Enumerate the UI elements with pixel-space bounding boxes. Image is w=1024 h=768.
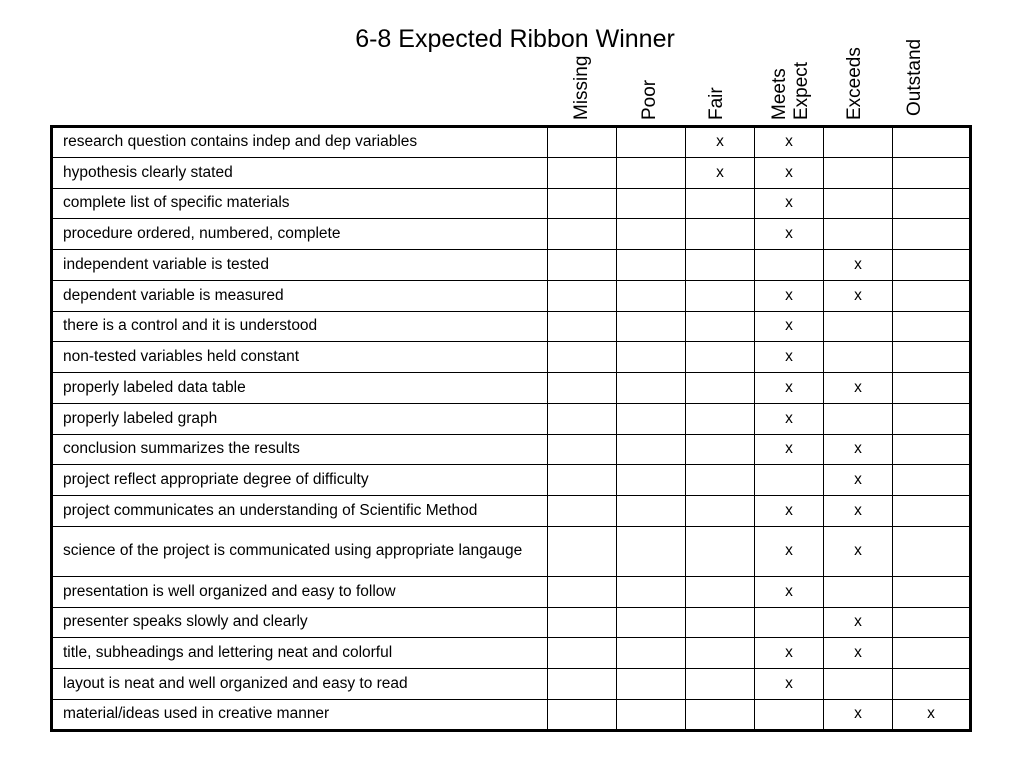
mark-cell-outstand (893, 219, 971, 250)
table-row (52, 526, 971, 576)
criterion-cell: material/ideas used in creative manner (52, 699, 548, 730)
criterion-cell: there is a control and it is understood (52, 311, 548, 342)
mark-cell-meets-expect (755, 465, 824, 496)
mark-cell-fair: x (686, 157, 755, 188)
page-title: 6-8 Expected Ribbon Winner (355, 25, 675, 53)
table-row (52, 403, 971, 434)
mark-cell-fair (686, 403, 755, 434)
mark-cell-missing (548, 496, 617, 527)
mark-cell-meets-expect: x (755, 526, 824, 576)
criterion-cell: hypothesis clearly stated (52, 157, 548, 188)
criterion-cell: dependent variable is measured (52, 280, 548, 311)
mark-cell-meets-expect: x (755, 403, 824, 434)
mark-cell-fair (686, 219, 755, 250)
mark-cell-meets-expect (755, 607, 824, 638)
criterion-cell: independent variable is tested (52, 250, 548, 281)
table-row (52, 373, 971, 404)
table-row (52, 188, 971, 219)
criterion-cell: properly labeled graph (52, 403, 548, 434)
mark-cell-outstand (893, 434, 971, 465)
mark-cell-poor (617, 219, 686, 250)
table-row (52, 465, 971, 496)
mark-cell-exceeds: x (824, 638, 893, 669)
mark-cell-meets-expect: x (755, 311, 824, 342)
mark-cell-exceeds (824, 188, 893, 219)
mark-cell-exceeds: x (824, 465, 893, 496)
mark-cell-exceeds: x (824, 280, 893, 311)
column-header-outstand: Outstand (904, 38, 925, 116)
mark-cell-meets-expect: x (755, 496, 824, 527)
mark-cell-fair (686, 188, 755, 219)
mark-cell-poor (617, 576, 686, 607)
mark-cell-outstand (893, 607, 971, 638)
mark-cell-meets-expect: x (755, 576, 824, 607)
criterion-cell: non-tested variables held constant (52, 342, 548, 373)
mark-cell-fair (686, 373, 755, 404)
criterion-cell: science of the project is communicated using appropriate langauge (52, 526, 548, 576)
mark-cell-outstand (893, 669, 971, 700)
mark-cell-poor (617, 373, 686, 404)
mark-cell-meets-expect: x (755, 188, 824, 219)
mark-cell-poor (617, 496, 686, 527)
mark-cell-poor (617, 403, 686, 434)
mark-cell-missing (548, 157, 617, 188)
mark-cell-poor (617, 607, 686, 638)
mark-cell-outstand (893, 526, 971, 576)
mark-cell-poor (617, 526, 686, 576)
mark-cell-outstand (893, 280, 971, 311)
mark-cell-exceeds: x (824, 496, 893, 527)
criterion-cell: project reflect appropriate degree of difficulty (52, 465, 548, 496)
criterion-cell: procedure ordered, numbered, complete (52, 219, 548, 250)
mark-cell-meets-expect: x (755, 373, 824, 404)
mark-cell-fair (686, 638, 755, 669)
mark-cell-meets-expect: x (755, 280, 824, 311)
mark-cell-poor (617, 250, 686, 281)
criterion-cell: complete list of specific materials (52, 188, 548, 219)
mark-cell-exceeds (824, 127, 893, 158)
mark-cell-outstand (893, 127, 971, 158)
mark-cell-fair: x (686, 127, 755, 158)
mark-cell-outstand (893, 465, 971, 496)
mark-cell-meets-expect: x (755, 434, 824, 465)
table-row (52, 576, 971, 607)
table-row (52, 496, 971, 527)
mark-cell-outstand (893, 496, 971, 527)
mark-cell-missing (548, 373, 617, 404)
mark-cell-exceeds (824, 219, 893, 250)
mark-cell-meets-expect: x (755, 342, 824, 373)
mark-cell-fair (686, 496, 755, 527)
mark-cell-fair (686, 526, 755, 576)
table-row (52, 127, 971, 158)
mark-cell-meets-expect (755, 250, 824, 281)
mark-cell-missing (548, 127, 617, 158)
mark-cell-poor (617, 465, 686, 496)
mark-cell-exceeds (824, 403, 893, 434)
mark-cell-poor (617, 188, 686, 219)
table-row (52, 699, 971, 730)
mark-cell-fair (686, 576, 755, 607)
table-row (52, 434, 971, 465)
criterion-cell: layout is neat and well organized and easy to read (52, 669, 548, 700)
criterion-cell: research question contains indep and dep variables (52, 127, 548, 158)
mark-cell-poor (617, 669, 686, 700)
mark-cell-outstand (893, 250, 971, 281)
mark-cell-poor (617, 342, 686, 373)
table-row (52, 280, 971, 311)
mark-cell-exceeds (824, 669, 893, 700)
mark-cell-exceeds (824, 576, 893, 607)
mark-cell-meets-expect: x (755, 669, 824, 700)
mark-cell-fair (686, 607, 755, 638)
mark-cell-outstand (893, 342, 971, 373)
column-header-poor: Poor (639, 79, 660, 120)
mark-cell-exceeds: x (824, 373, 893, 404)
mark-cell-missing (548, 311, 617, 342)
criterion-cell: presentation is well organized and easy to follow (52, 576, 548, 607)
mark-cell-missing (548, 669, 617, 700)
mark-cell-meets-expect (755, 699, 824, 730)
table-row (52, 250, 971, 281)
mark-cell-outstand (893, 311, 971, 342)
table-row (52, 157, 971, 188)
mark-cell-outstand (893, 373, 971, 404)
mark-cell-missing (548, 250, 617, 281)
mark-cell-meets-expect: x (755, 157, 824, 188)
mark-cell-missing (548, 342, 617, 373)
mark-cell-outstand: x (893, 699, 971, 730)
mark-cell-exceeds: x (824, 434, 893, 465)
mark-cell-fair (686, 669, 755, 700)
mark-cell-outstand (893, 638, 971, 669)
table-row (52, 219, 971, 250)
rubric-body (52, 127, 971, 731)
mark-cell-fair (686, 699, 755, 730)
mark-cell-missing (548, 576, 617, 607)
table-row (52, 311, 971, 342)
mark-cell-exceeds: x (824, 250, 893, 281)
mark-cell-meets-expect: x (755, 127, 824, 158)
table-row (52, 638, 971, 669)
column-header-fair: Fair (706, 87, 727, 120)
mark-cell-meets-expect: x (755, 638, 824, 669)
criterion-cell: title, subheadings and lettering neat and colorful (52, 638, 548, 669)
mark-cell-poor (617, 434, 686, 465)
mark-cell-meets-expect: x (755, 219, 824, 250)
mark-cell-fair (686, 311, 755, 342)
mark-cell-exceeds: x (824, 607, 893, 638)
mark-cell-exceeds: x (824, 699, 893, 730)
mark-cell-poor (617, 280, 686, 311)
mark-cell-missing (548, 219, 617, 250)
mark-cell-missing (548, 699, 617, 730)
mark-cell-outstand (893, 157, 971, 188)
table-row (52, 669, 971, 700)
mark-cell-poor (617, 127, 686, 158)
column-header-meets-expect-line-2: Expect (791, 61, 812, 120)
table-row (52, 342, 971, 373)
mark-cell-outstand (893, 576, 971, 607)
column-header-meets-expect-line-1: Meets (769, 68, 790, 120)
rubric-table (50, 125, 972, 732)
mark-cell-fair (686, 434, 755, 465)
mark-cell-outstand (893, 188, 971, 219)
mark-cell-exceeds (824, 342, 893, 373)
mark-cell-exceeds: x (824, 526, 893, 576)
mark-cell-missing (548, 638, 617, 669)
criterion-cell: properly labeled data table (52, 373, 548, 404)
column-header-missing: Missing (571, 55, 592, 120)
mark-cell-fair (686, 250, 755, 281)
criterion-cell: project communicates an understanding of Scientific Method (52, 496, 548, 527)
mark-cell-poor (617, 699, 686, 730)
mark-cell-missing (548, 526, 617, 576)
column-header-exceeds: Exceeds (844, 47, 865, 120)
mark-cell-missing (548, 188, 617, 219)
mark-cell-missing (548, 280, 617, 311)
mark-cell-poor (617, 311, 686, 342)
mark-cell-missing (548, 403, 617, 434)
mark-cell-poor (617, 638, 686, 669)
mark-cell-exceeds (824, 157, 893, 188)
mark-cell-missing (548, 607, 617, 638)
mark-cell-fair (686, 465, 755, 496)
table-row (52, 607, 971, 638)
mark-cell-missing (548, 434, 617, 465)
criterion-cell: presenter speaks slowly and clearly (52, 607, 548, 638)
mark-cell-exceeds (824, 311, 893, 342)
mark-cell-outstand (893, 403, 971, 434)
mark-cell-fair (686, 280, 755, 311)
mark-cell-missing (548, 465, 617, 496)
criterion-cell: conclusion summarizes the results (52, 434, 548, 465)
mark-cell-fair (686, 342, 755, 373)
mark-cell-poor (617, 157, 686, 188)
